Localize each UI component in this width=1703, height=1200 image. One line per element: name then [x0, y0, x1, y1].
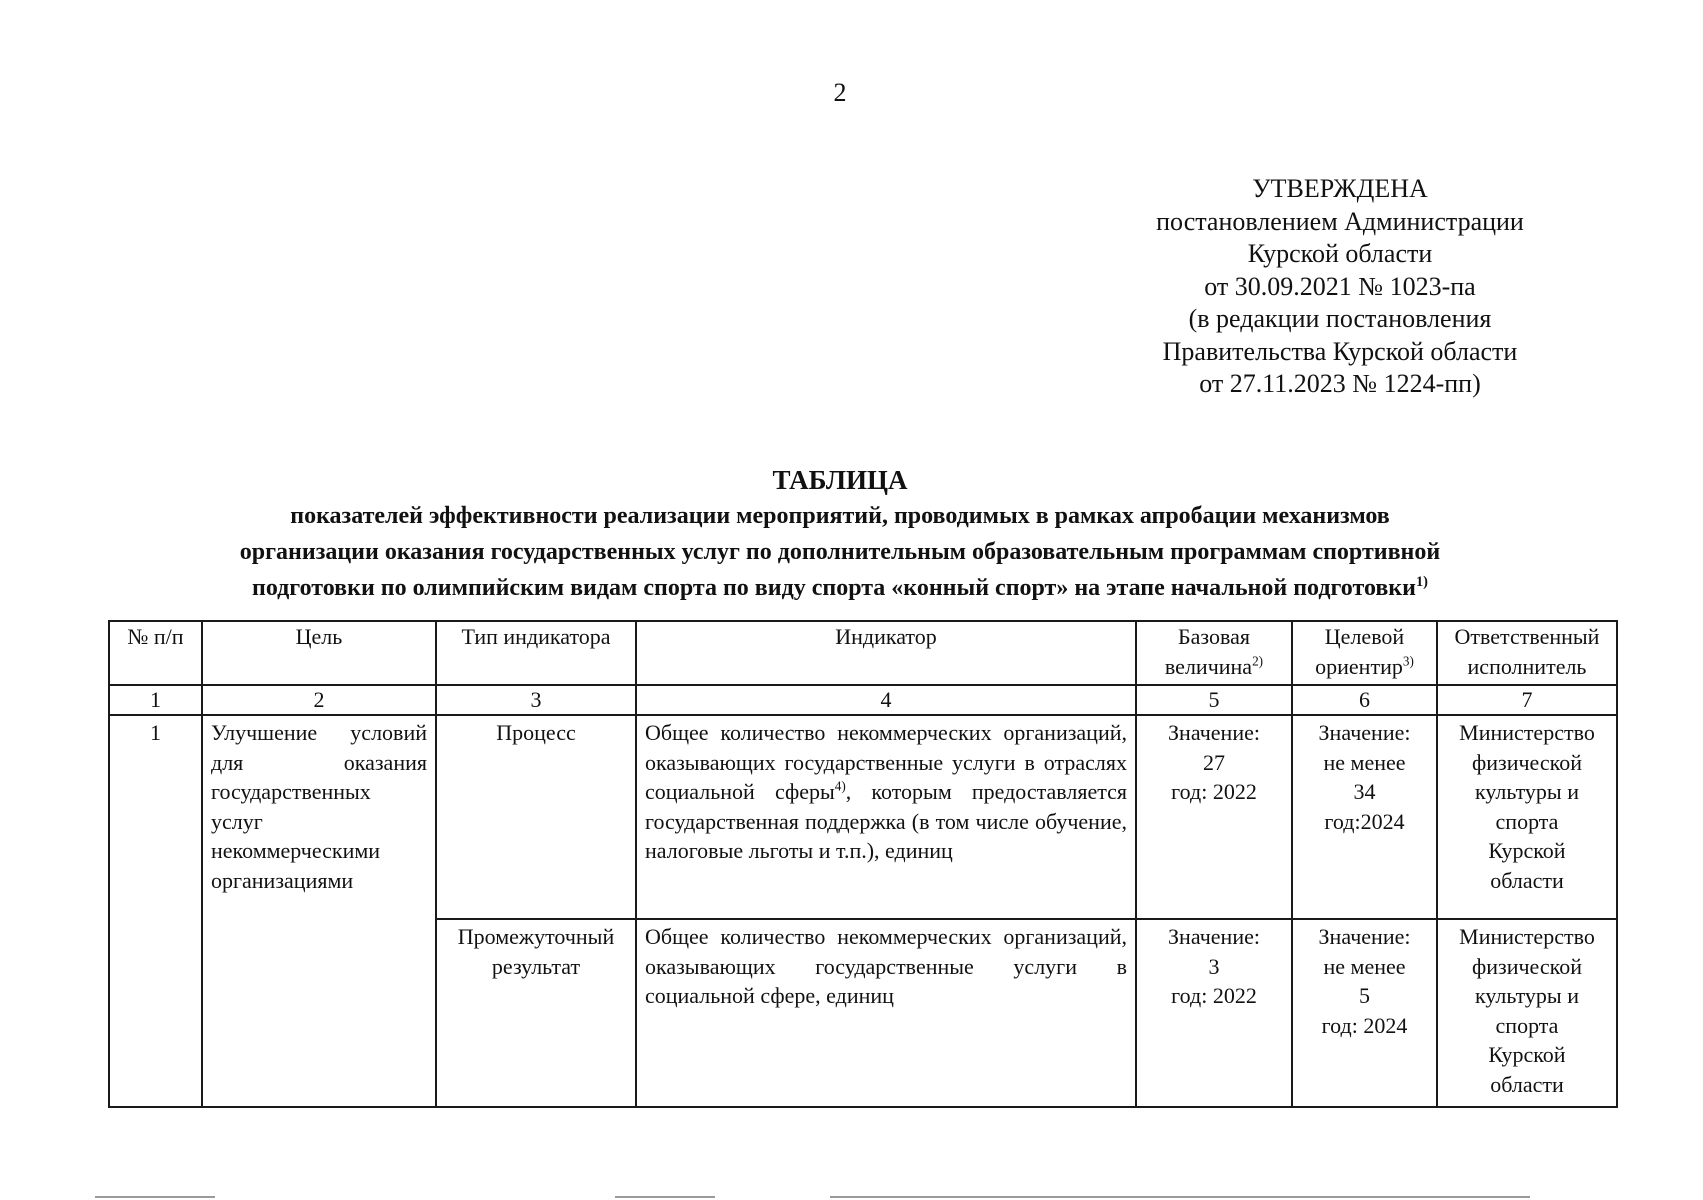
column-number-row: [109, 685, 1617, 715]
approval-line: от 30.09.2021 № 1023-па: [1204, 271, 1476, 301]
responsible-cell: Министерство физической культуры и спорта Курской области: [1437, 715, 1617, 919]
header-base: Базовая величина$^{2)}$: [1136, 621, 1292, 685]
document-title: [100, 462, 1580, 606]
column-number: 4: [636, 685, 1136, 715]
title-line: организации оказания государственных услуг по дополнительным образовательным программам спортивной: [239, 539, 1441, 565]
indicators-table: [108, 620, 1618, 1108]
footnote-marker: 1): [1415, 574, 1428, 590]
header-target: Целевой ориентир$^{3)}$: [1292, 621, 1437, 685]
scan-rule: [830, 1196, 1530, 1198]
footnote-marker: 3): [1402, 653, 1414, 669]
base-value-cell: Значение: 3 год: 2022: [1136, 919, 1292, 1107]
column-number: 6: [1292, 685, 1437, 715]
header-goal: Цель: [202, 621, 436, 685]
indicator-cell: Общее количество некоммерческих организаций, оказывающих государственные услуги в социальной сфере, единиц: [636, 919, 1136, 1107]
header-num: № п/п: [109, 621, 202, 685]
indicator-type-cell: Промежуточный результат: [436, 919, 636, 1107]
page-number: 2: [833, 78, 847, 107]
indicator-cell: Общее количество некоммерческих организаций, оказывающих государственные услуги в отраслях социальной сферы$^{4)}$, которым предоставляется государственная поддержка (в том числе обучение, налоговые льготы и т.п.), единиц: [636, 715, 1136, 919]
header-type: Тип индикатора: [436, 621, 636, 685]
scan-rule: [615, 1196, 715, 1198]
table-row: [109, 715, 1617, 919]
scan-rule: [95, 1196, 215, 1198]
indicator-type-cell: Процесс: [436, 715, 636, 919]
footnote-marker: 2): [1252, 653, 1264, 669]
approval-stamp: [1100, 173, 1580, 401]
header-responsible: Ответственный исполнитель: [1437, 621, 1617, 685]
target-value-cell: Значение: не менее 5 год: 2024: [1292, 919, 1437, 1107]
title-line: [100, 570, 1580, 606]
title-heading: ТАБЛИЦА: [772, 465, 908, 495]
title-line-text: подготовки по олимпийским видам спорта по виду спорта «конный спорт» на этапе начальной подготовки: [252, 575, 1416, 601]
table-header-row: [109, 621, 1617, 685]
column-number: 7: [1437, 685, 1617, 715]
column-number: 5: [1136, 685, 1292, 715]
footnote-marker: 4): [834, 778, 846, 794]
approval-line: Правительства Курской области: [1162, 336, 1518, 366]
header-indicator: Индикатор: [636, 621, 1136, 685]
column-number: 1: [109, 685, 202, 715]
base-value-cell: Значение: 27 год: 2022: [1136, 715, 1292, 919]
goal-cell: Улучшение условий для оказания государственных услуг некоммерческими организациями: [202, 715, 436, 1107]
column-number: 3: [436, 685, 636, 715]
approval-line: (в редакции постановления: [1188, 304, 1492, 333]
responsible-cell: Министерство физической культуры и спорта Курской области: [1437, 919, 1617, 1107]
approval-line: Курской области: [1247, 239, 1433, 268]
column-number: 2: [202, 685, 436, 715]
title-line: показателей эффективности реализации мероприятий, проводимых в рамках апробации механизмов: [290, 503, 1390, 529]
approval-line: постановлением Администрации: [1156, 206, 1524, 236]
approval-line: от 27.11.2023 № 1224-пп): [1199, 369, 1481, 398]
target-value-cell: Значение: не менее 34 год:2024: [1292, 715, 1437, 919]
row-number: 1: [109, 715, 202, 1107]
approval-line: УТВЕРЖДЕНА: [1252, 174, 1428, 203]
